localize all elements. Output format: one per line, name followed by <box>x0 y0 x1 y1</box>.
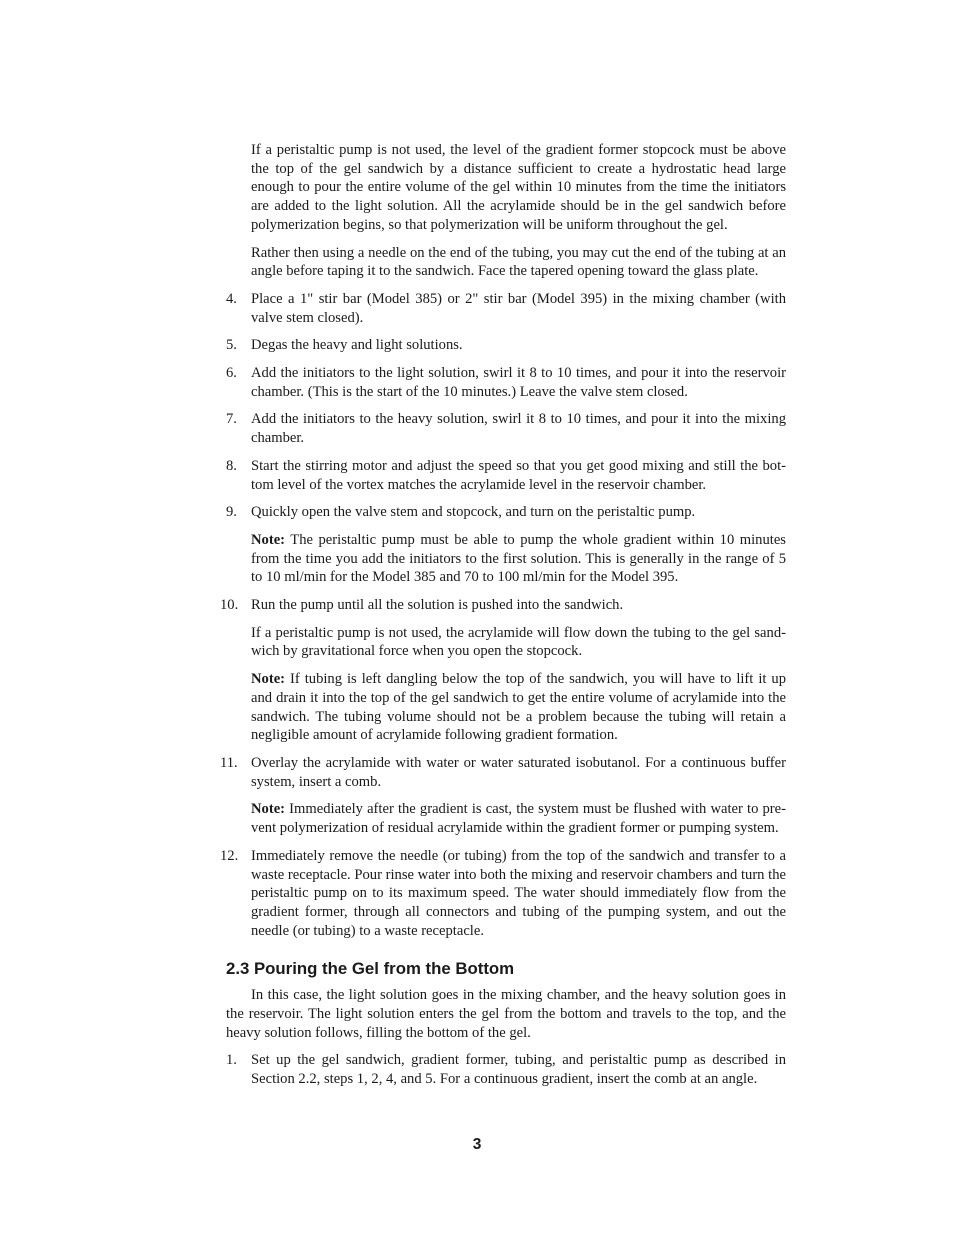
step-number: 6. <box>226 365 237 382</box>
step-text: Place a 1" stir bar (Model 385) or 2" stir bar (Model 395) in the mixing chamber (with valve stem closed). <box>251 290 786 326</box>
step-text: Overlay the acrylamide with water or water saturated isobutanol. For a continuous buffer system, insert a comb. <box>251 754 786 790</box>
step-text: Immediately remove the needle (or tubing) from the top of the sandwich and transfer to a waste receptacle. Pour rinse water into both the mixing and reservoir chambers and turn the peristaltic pump on to its maximum speed. The water should immediately flow from the gradient former, through all connectors and tubing of the pumping system, and out the needle (or tubing) to a waste receptacle. <box>251 847 786 939</box>
note-text: If tubing is left dangling below the top of the sandwich, you will have to lift it up and drain it into the top of the gel sandwich to get the entire volume of acrylamide into the sandwich. The tubing volume should not be a problem because the tubing will retain a negligible amount of acrylamide following gradient formation. <box>251 671 786 744</box>
step-text: Add the initiators to the light solution, swirl it 8 to 10 times, and pour it into the reservoir chamber. (This is the start of the 10 minutes.) Leave the valve stem closed. <box>251 365 786 400</box>
intro-paragraph-2: Rather then using a needle on the end of the tubing, you may cut the end of the tubing at an angle before taping it to the sandwich. Face the tapered opening toward the glass plate. <box>251 244 786 280</box>
step-number: 12. <box>220 847 239 864</box>
note-label: Note: <box>251 531 286 548</box>
step-number: 7. <box>226 411 237 428</box>
list-item <box>226 336 786 355</box>
step-paragraph: If a peristaltic pump is not used, the acrylamide will flow down the tubing to the gel sand-wich by gravitational force when you open the stopcock. <box>251 624 786 660</box>
list-item <box>226 290 786 327</box>
list-item <box>226 1051 786 1088</box>
note-text: The peristaltic pump must be able to pump the whole gradient within 10 minutes from the time you add the initiators to the first solution. This is generally in the range of 5 to 10 ml/min for the Model 385 and 70 to 100 ml/min for the Model 395. <box>251 531 786 586</box>
list-item <box>226 410 786 447</box>
step-number: 9. <box>226 504 237 521</box>
section-heading: 2.3 Pouring the Gel from the Bottom <box>226 959 515 979</box>
section-intro: In this case, the light solution goes in the mixing chamber, and the heavy solution goes in the reservoir. The light solution enters the gel from the bottom and travels to the top, and the heavy solution follows, filling the bottom of the gel. <box>226 987 786 1041</box>
note-text: Immediately after the gradient is cast, the system must be flushed with water to pre-vent polymerization of residual acrylamide within the gradient former or pumping system. <box>251 801 786 837</box>
list-item <box>226 457 786 494</box>
note-paragraph <box>251 670 786 745</box>
step-number: 10. <box>220 597 239 614</box>
list-item <box>220 847 786 941</box>
step-text: Start the stirring motor and adjust the speed so that you get good mixing and still the bot-tom level of the vortex matches the acrylamide level in the reservoir chamber. <box>251 457 786 493</box>
note-paragraph <box>251 531 786 587</box>
step-text: Add the initiators to the heavy solution, swirl it 8 to 10 times, and pour it into the mixing chamber. <box>251 411 786 447</box>
step-number: 8. <box>226 457 237 474</box>
list-item <box>226 364 786 401</box>
step-text: Degas the heavy and light solutions. <box>251 337 463 354</box>
list-item <box>226 503 786 587</box>
intro-paragraph-1: If a peristaltic pump is not used, the level of the gradient former stopcock must be above the top of the gel sandwich by a distance sufficient to create a hydrostatic head large enough to pour the entire volume of the gel within 10 minutes from the time the initiators are added to the light solution. All the acrylamide should be in the gel sandwich before polymerization begins, so that polymerization will be uniform throughout the gel. <box>251 142 786 233</box>
list-item <box>220 596 786 745</box>
step-text: Run the pump until all the solution is pushed into the sandwich. <box>251 597 624 614</box>
intro-block <box>251 141 786 281</box>
step-number: 4. <box>226 290 237 307</box>
note-label: Note: <box>251 671 286 688</box>
step-number: 5. <box>226 337 237 354</box>
note-paragraph <box>251 800 786 837</box>
step-text: Quickly open the valve stem and stopcock, and turn on the peristaltic pump. <box>251 504 696 521</box>
step-number: 1. <box>226 1052 237 1069</box>
step-number: 11. <box>220 754 238 771</box>
page-number: 3 <box>472 1136 482 1153</box>
note-label: Note: <box>251 801 286 818</box>
list-item <box>220 754 786 838</box>
step-text: Set up the gel sandwich, gradient former, tubing, and peristaltic pump as described in Section 2.2, steps 1, 2, 4, and 5. For a continuous gradient, insert the comb at an angle. <box>251 1052 786 1088</box>
document-page <box>220 141 786 1089</box>
